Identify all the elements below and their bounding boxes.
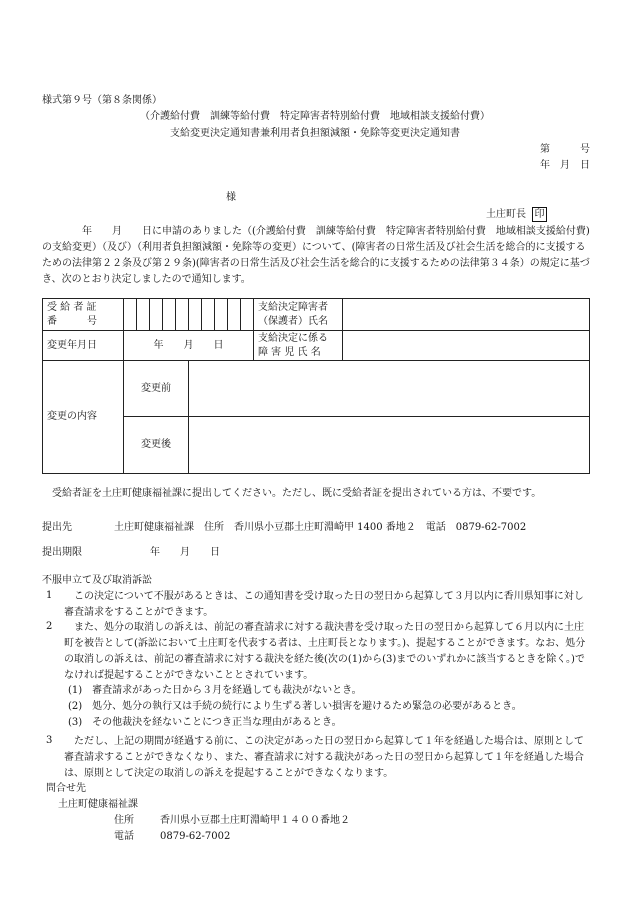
change-date-label: 変更年月日: [43, 331, 124, 361]
date-label: 年 月 日: [540, 160, 590, 171]
form-number: 様式第９号（第８条関係）: [42, 95, 162, 106]
recipient-no-box[interactable]: [189, 299, 202, 331]
contact-addr-label: 住所: [114, 815, 134, 826]
sub-item-1: (1) 審査請求があった日から３月を経過しても裁決がないとき。: [68, 685, 362, 696]
sub-item-2: (2) 処分、処分の執行又は手続の続行により生ずる著しい損害を避けるため緊急の必要があるとき。: [68, 701, 522, 712]
recipient-no-box[interactable]: [124, 299, 137, 331]
recipient-no-label-1: 受 給 者 証: [47, 301, 97, 313]
intro-paragraph: 年 月 日に申請のありました（(介護給付費 訓練等給付費 特定障害者特別給付費 地域相談支援給付費)の支給変更）（及び）（利用者負担額減額・免除等の変更）について、(障害者の日常生活及び社会生活を総合的に支援するための法律第２２条及び第２９条)(障害者の日常生活及び社会生活を総合的に支援するための法律第３４条）の規定に基づき、次のとおり決定しましたので通知します。: [42, 226, 590, 285]
change-table: [42, 298, 590, 474]
change-date-field[interactable]: 年 月 日: [124, 331, 254, 361]
recipient-no-box[interactable]: [228, 299, 241, 331]
appeal-text-2: また、処分の取消しの訴えは、前記の審査請求に対する裁決書を受け取った日の翌日から起算して６月以内に土庄町を被告として(訴訟において土庄町を代表する者は、土庄町長となります。)、提起することができます。なお、処分の取消しの訴えは、前記の審査請求に対する裁決を経た後(次の(1)から(3)までのいずれかに該当するときを除く。)でなければ提起することができないこととされています。: [64, 622, 586, 681]
title-line2: 支給変更決定通知書兼利用者負担額減額・免除等変更決定通知書: [170, 128, 460, 139]
recipient-no-box[interactable]: [163, 299, 176, 331]
recipient-no-box[interactable]: [202, 299, 215, 331]
child-label: [254, 331, 343, 361]
recipient-no-box[interactable]: [137, 299, 150, 331]
recipient-no-label-2: 番 号: [47, 315, 97, 327]
title-line1: （介護給付費 訓練等給付費 特定障害者特別給付費 地域相談支援給付費）: [140, 111, 490, 122]
after-field[interactable]: [189, 417, 590, 474]
recipient-no-box[interactable]: [150, 299, 163, 331]
appeal-text-1: この決定について不服があるときは、この通知書を受け取った日の翌日から起算して３月以内に香川県知事に対し審査請求をすることができます。: [64, 591, 584, 618]
deadline-label: 提出期限: [42, 547, 82, 558]
issuer: [486, 207, 547, 222]
recipient-no-box[interactable]: [215, 299, 228, 331]
child-label-1: 支給決定に係る: [258, 332, 328, 344]
contact-tel-label: 電話: [114, 831, 134, 842]
after-label: 変更後: [124, 417, 189, 474]
change-content-label: 変更の内容: [43, 361, 124, 474]
guardian-label-2: （保護者）氏名: [258, 315, 328, 327]
deadline-value: 年 月 日: [150, 547, 220, 558]
before-label: 変更前: [124, 361, 189, 417]
issuer-name: 土庄町長: [486, 209, 526, 220]
appeal-heading: 不服申立て及び取消訴訟: [42, 575, 152, 586]
contact-addr-value: 香川県小豆郡土庄町淵崎甲１４００番地２: [160, 815, 350, 826]
submit-note: 受給者証を土庄町健康福祉課に提出してください。ただし、既に受給者証を提出されている方は、不要です。: [42, 488, 542, 499]
child-name-field[interactable]: [343, 331, 590, 361]
appeal-num-2: 2: [46, 621, 53, 632]
recipient-no-label: [43, 299, 124, 331]
guardian-name-field[interactable]: [343, 299, 590, 331]
contact-heading: 問合せ先: [46, 783, 86, 794]
contact-dept: 土庄町健康福祉課: [58, 799, 138, 810]
appeal-num-1: 1: [46, 590, 53, 601]
number-label: 第 号: [540, 144, 590, 155]
recipient-no-box[interactable]: [241, 299, 254, 331]
submit-to-label: 提出先: [42, 522, 72, 533]
addressee-suffix: 様: [226, 192, 236, 203]
contact-tel-value: 0879-62-7002: [160, 831, 231, 842]
appeal-text-3: ただし、上記の期間が経過する前に、この決定があった日の翌日から起算して１年を経過した場合は、原則として審査請求することができなくなり、また、審査請求に対する裁決があった日の翌日から起算して１年を経過した場合は、原則として決定の取消しの訴えを提起することができなくなります。: [64, 736, 584, 779]
seal-stamp: 印: [532, 207, 547, 222]
guardian-label-1: 支給決定障害者: [258, 301, 328, 313]
submit-to-value: 土庄町健康福祉課 住所 香川県小豆郡土庄町淵崎甲 1400 番地２ 電話 0879-62-7002: [114, 522, 527, 533]
appeal-num-3: 3: [46, 735, 53, 746]
sub-item-3: (3) その他裁決を経ないことにつき正当な理由があるとき。: [68, 717, 342, 728]
before-field[interactable]: [189, 361, 590, 417]
child-label-2: 障 害 児 氏 名: [258, 346, 321, 358]
recipient-no-box[interactable]: [176, 299, 189, 331]
guardian-label: [254, 299, 343, 331]
